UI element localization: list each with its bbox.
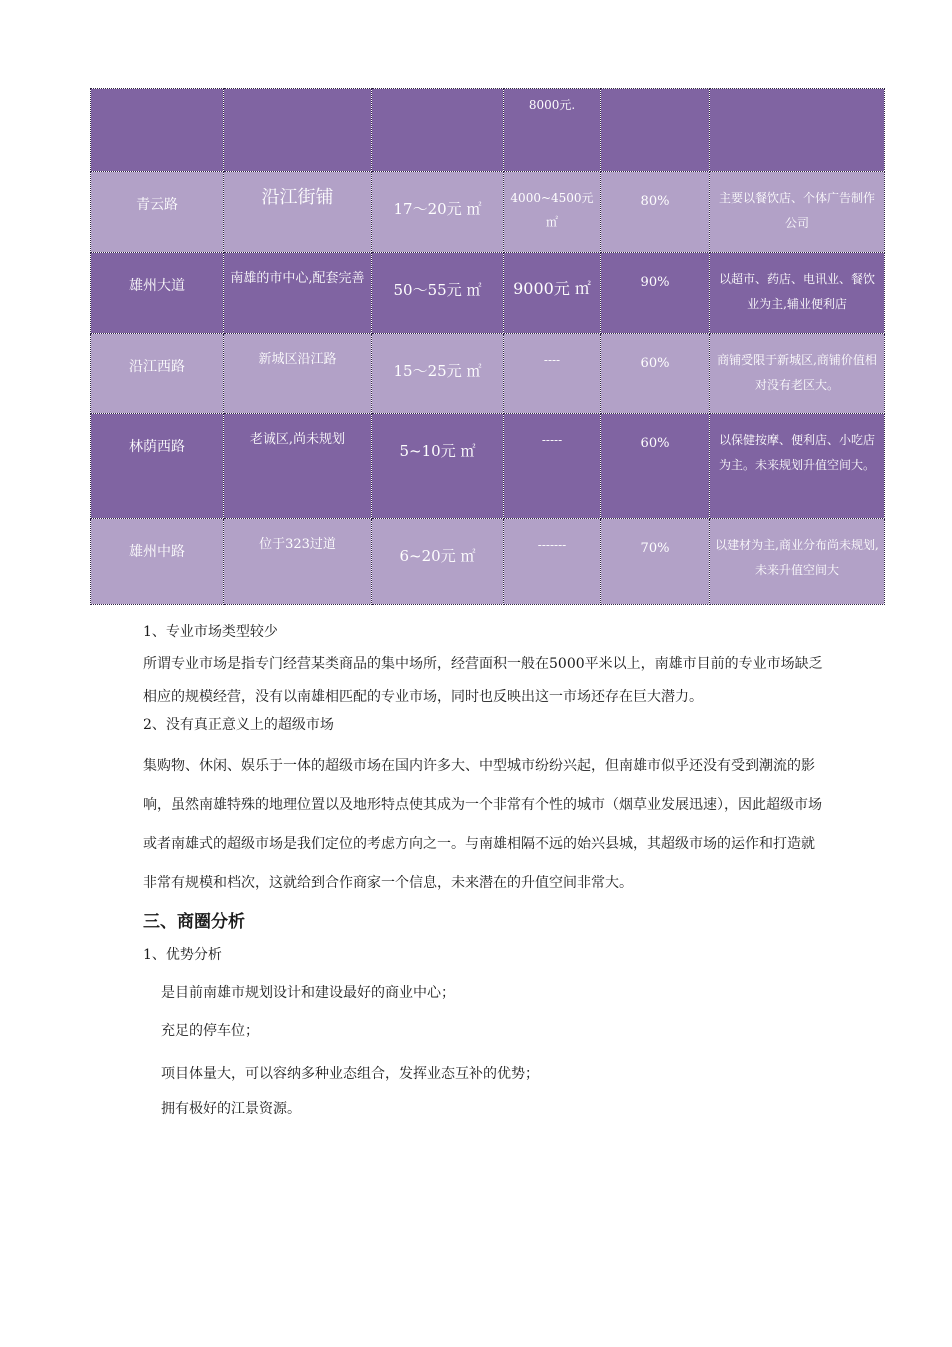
list-item: 拥有极好的江景资源。 [161,1101,301,1117]
item1-title: 1、专业市场类型较少 [143,624,278,640]
sale-cell: 4000~4500元 ㎡ [504,172,601,253]
list-item: 充足的停车位； [161,1023,259,1039]
note-cell: 以建材为主,商业分布尚未规划,未来升值空间大 [710,519,885,605]
road-cell [91,89,224,172]
rate-cell: 60% [601,334,710,414]
rent-cell: 15～25元 ㎡ [372,334,504,414]
note-cell [710,89,885,172]
rate-cell: 80% [601,172,710,253]
road-cell: 雄州中路 [91,519,224,605]
location-cell [224,89,372,172]
note-cell: 商铺受限于新城区,商铺价值相对没有老区大。 [710,334,885,414]
advantages-list [143,979,823,1123]
location-cell: 位于323过道 [224,519,372,605]
rent-cell: 6~20元 ㎡ [372,519,504,605]
note-cell: 主要以餐饮店、个体广告制作公司 [710,172,885,253]
section-heading: 三、商圈分析 [143,912,245,932]
road-cell: 雄州大道 [91,253,224,334]
table-row [91,89,885,172]
sale-cell: 9000元 ㎡ [504,253,601,334]
sale-cell: ------- [504,519,601,605]
location-cell: 新城区沿江路 [224,334,372,414]
sale-cell: 8000元. [504,89,601,172]
location-cell: 南雄的市中心,配套完善 [224,253,372,334]
rate-cell: 70% [601,519,710,605]
rent-cell: 17～20元 ㎡ [372,172,504,253]
rent-cell: 5~10元 ㎡ [372,414,504,519]
table-row [91,172,885,253]
rate-cell: 60% [601,414,710,519]
rate-cell [601,89,710,172]
location-cell: 老诚区,尚未规划 [224,414,372,519]
road-cell: 林荫西路 [91,414,224,519]
item1-body: 所谓专业市场是指专门经营某类商品的集中场所，经营面积一般在5000平米以上，南雄市目前的专业市场缺乏相应的规模经营，没有以南雄相匹配的专业市场，同时也反映出这一市场还存在巨大潜力。 [143,656,823,705]
item2-title: 2、没有真正意义上的超级市场 [143,717,334,733]
list-item: 项目体量大，可以容纳多种业态组合，发挥业态互补的优势； [161,1066,539,1082]
rent-cell: 50～55元 ㎡ [372,253,504,334]
body-text [143,622,823,1123]
location-cell: 沿江街铺 [224,172,372,253]
list-item: 是目前南雄市规划设计和建设最好的商业中心； [161,985,455,1001]
note-cell: 以保健按摩、便利店、小吃店为主。未来规划升值空间大。 [710,414,885,519]
note-cell: 以超市、药店、电讯业、餐饮业为主,辅业便利店 [710,253,885,334]
sub-heading: 1、优势分析 [143,947,222,963]
sale-cell: ----- [504,414,601,519]
market-table [90,88,885,605]
rate-cell: 90% [601,253,710,334]
table-row [91,334,885,414]
table-row [91,253,885,334]
road-cell: 沿江西路 [91,334,224,414]
rent-cell [372,89,504,172]
table-row [91,519,885,605]
road-cell: 青云路 [91,172,224,253]
table-row [91,414,885,519]
item2-body: 集购物、休闲、娱乐于一体的超级市场在国内许多大、中型城市纷纷兴起，但南雄市似乎还没有受到潮流的影响，虽然南雄特殊的地理位置以及地形特点使其成为一个非常有个性的城市（烟草业发展迅速），因此超级市场或者南雄式的超级市场是我们定位的考虑方向之一。与南雄相隔不远的始兴县城，其超级市场的运作和打造就非常有规模和档次，这就给到合作商家一个信息，未来潜在的升值空间非常大。 [143,758,822,891]
sale-cell: ---- [504,334,601,414]
